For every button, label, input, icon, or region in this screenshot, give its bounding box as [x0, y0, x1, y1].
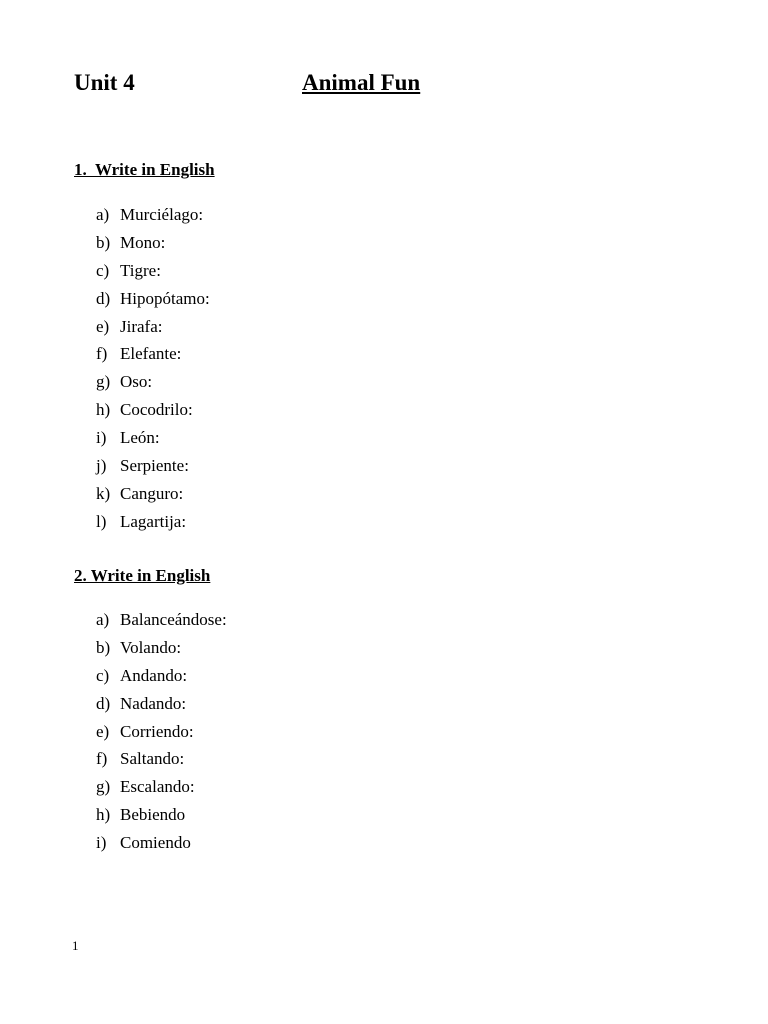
item-letter: e) [96, 721, 110, 741]
list-item [96, 665, 227, 693]
list-item [96, 204, 210, 232]
item-letter: i) [96, 833, 107, 853]
item-letter: g) [96, 777, 111, 797]
list-item [96, 637, 227, 665]
list-item [96, 483, 210, 511]
list-item [96, 776, 227, 804]
item-word: Cocodrilo: [120, 400, 193, 420]
list-item [96, 399, 210, 427]
page-number: 1 [72, 938, 79, 953]
list-item [96, 748, 227, 776]
item-letter: l) [96, 511, 107, 531]
list-item [96, 316, 210, 344]
list-item [96, 511, 210, 539]
item-letter: b) [96, 637, 111, 657]
item-letter: c) [96, 665, 110, 685]
item-word: Murciélago: [120, 205, 204, 224]
item-letter: b) [96, 232, 111, 252]
section-heading-1: 1. Write in English [74, 160, 215, 179]
item-word: Oso: [120, 372, 153, 392]
list-item [96, 455, 210, 483]
item-letter: i) [96, 428, 107, 448]
item-word: Escalando: [120, 777, 195, 797]
list-item [96, 832, 227, 860]
page-title: Animal Fun [302, 70, 421, 95]
item-word: Corriendo: [120, 721, 194, 741]
item-word: Elefante: [120, 344, 182, 364]
list-item [96, 609, 227, 637]
list-item [96, 804, 227, 832]
item-letter: h) [96, 400, 111, 420]
item-letter: k) [96, 483, 111, 503]
item-word: León: [120, 428, 160, 448]
item-word: Balanceándose: [120, 610, 227, 629]
list-item [96, 693, 227, 721]
list-item [96, 232, 210, 260]
section-heading-2: 2. Write in English [74, 566, 211, 585]
item-word: Nadando: [120, 693, 187, 713]
list-item [96, 260, 210, 288]
list-item [96, 371, 210, 399]
item-letter: e) [96, 316, 110, 336]
item-word: Andando: [120, 665, 188, 685]
vocabulary-list-1 [96, 204, 210, 539]
item-letter: c) [96, 260, 110, 280]
item-letter: f) [96, 749, 108, 769]
item-word: Lagartija: [120, 511, 187, 531]
vocabulary-list-2 [96, 609, 227, 860]
list-item [96, 427, 210, 455]
item-letter: h) [96, 805, 111, 825]
item-word: Volando: [120, 637, 182, 657]
list-item [96, 721, 227, 749]
item-word: Hipopótamo: [120, 288, 210, 308]
item-letter: g) [96, 372, 111, 392]
item-letter: d) [96, 288, 111, 308]
item-word: Serpiente: [120, 456, 189, 476]
item-word: Jirafa: [120, 316, 163, 336]
unit-label: Unit 4 [74, 70, 135, 95]
item-letter: a) [96, 205, 110, 224]
item-letter: a) [96, 610, 110, 629]
item-word: Mono: [120, 232, 166, 252]
list-item [96, 343, 210, 371]
item-letter: d) [96, 693, 111, 713]
list-item [96, 288, 210, 316]
item-word: Canguro: [120, 483, 184, 503]
item-letter: j) [96, 456, 107, 476]
item-word: Tigre: [120, 260, 161, 280]
item-word: Bebiendo [120, 805, 186, 825]
item-word: Comiendo [120, 833, 191, 853]
item-word: Saltando: [120, 749, 185, 769]
item-letter: f) [96, 344, 108, 364]
